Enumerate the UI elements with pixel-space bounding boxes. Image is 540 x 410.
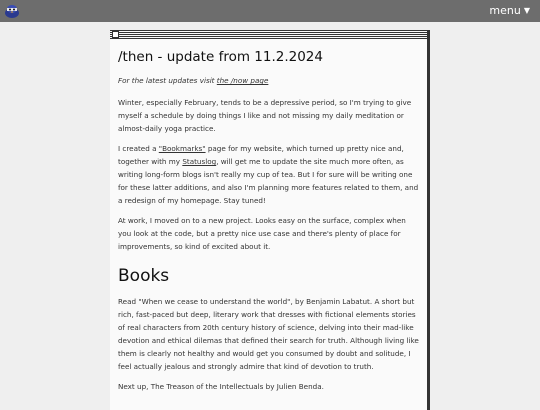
menu-button[interactable] (489, 4, 530, 18)
paragraph-text: I created a (118, 144, 159, 153)
menu-label: menu (489, 4, 521, 17)
bird-logo-icon[interactable] (4, 3, 20, 19)
window-close-box[interactable] (112, 31, 119, 38)
lead-text: For the latest updates visit (118, 76, 217, 85)
paragraph-bookmarks (118, 142, 421, 207)
statuslog-link[interactable]: Statuslog (182, 157, 217, 166)
paragraph-next-book: Next up, The Treason of the Intellectuals by Julien Benda. (118, 382, 324, 391)
chevron-down-icon: ▼ (523, 6, 530, 15)
lead-paragraph (118, 74, 421, 87)
paragraph-text: page for my website, which turned up pretty nice and, together with my (118, 144, 404, 166)
window-titlebar (110, 30, 427, 39)
post-content (118, 48, 421, 400)
post-window (110, 30, 430, 410)
bookmarks-link[interactable]: "Bookmarks" (158, 144, 206, 153)
paragraph-text: , will get me to update the site much more often, as writing long-form blogs isn't really my cup of tea. But I for sure will be writing one for these latter additions, and also I'm planning more features related to them, and a redesign of my homepage. Stay tuned! (118, 157, 419, 205)
paragraph-work: At work, I moved on to a new project. Looks easy on the surface, complex when you look at the code, but a pretty nice use case and there's plenty of place for improvements, so kind of excited about it. (118, 216, 406, 251)
paragraph-book-review: Read "When we cease to understand the world", by Benjamin Labatut. A short but rich, fast-paced but deep, literary work that dresses with fictional elements stories of real characters from 20th century history of science, delving into their mad-like devotion and ethical dilemas that defined their search for truth. Although living like them is clearly not healthy and would get you consumed by doubt and solitude, I feel actually jealous and strongly admire that kind of devotion to truth. (118, 297, 419, 371)
page-title: /then - update from 11.2.2024 (118, 49, 323, 65)
now-page-link[interactable]: the /now page (216, 76, 269, 85)
paragraph-winter: Winter, especially February, tends to be a depressive period, so I'm trying to give myself a schedule by doing things I like and not missing my daily meditation or almost-daily yoga practice. (118, 98, 412, 133)
top-bar (0, 0, 540, 22)
books-heading: Books (118, 266, 170, 286)
